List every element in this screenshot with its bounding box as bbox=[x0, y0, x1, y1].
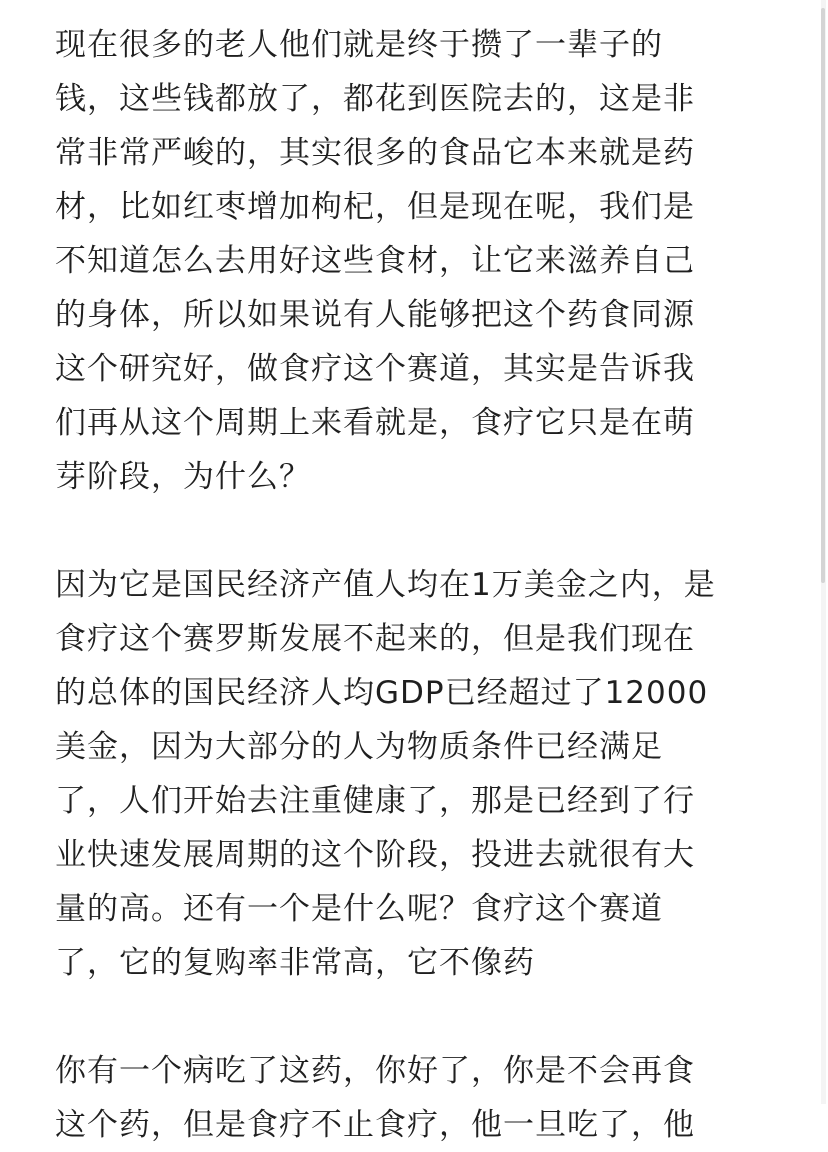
paragraph-2 bbox=[55, 558, 771, 990]
text-line: 了，它的复购率非常高，它不像药 bbox=[55, 945, 535, 981]
text-line: 常非常严峻的，其实很多的食品它本来就是药 bbox=[55, 135, 695, 171]
text-line: 这个研究好，做食疗这个赛道，其实是告诉我 bbox=[55, 351, 695, 387]
text-line: 你有一个病吃了这药，你好了，你是不会再食 bbox=[55, 1053, 695, 1089]
text-line: 的总体的国民经济人均GDP已经超过了12000 bbox=[55, 675, 709, 711]
text-line: 们再从这个周期上来看就是，食疗它只是在萌 bbox=[55, 405, 695, 441]
scrollbar-thumb[interactable] bbox=[821, 8, 825, 583]
paragraph-gap bbox=[55, 990, 771, 1044]
text-line: 量的高。还有一个是什么呢？食疗这个赛道 bbox=[55, 891, 663, 927]
article-body bbox=[55, 18, 771, 1152]
paragraph-gap bbox=[55, 504, 771, 558]
text-line: 这个药，但是食疗不止食疗，他一旦吃了，他 bbox=[55, 1107, 695, 1143]
text-line: 钱，这些钱都放了，都花到医院去的，这是非 bbox=[55, 81, 695, 117]
text-line: 的身体，所以如果说有人能够把这个药食同源 bbox=[55, 297, 695, 333]
text-line: 芽阶段，为什么？ bbox=[55, 459, 311, 495]
text-line: 材，比如红枣增加枸杞，但是现在呢，我们是 bbox=[55, 189, 695, 225]
paragraph-3 bbox=[55, 1044, 771, 1152]
text-line: 了，人们开始去注重健康了，那是已经到了行 bbox=[55, 783, 695, 819]
text-line: 现在很多的老人他们就是终于攒了一辈子的 bbox=[55, 27, 663, 63]
text-line: 不知道怎么去用好这些食材，让它来滋养自己 bbox=[55, 243, 695, 279]
paragraph-1 bbox=[55, 18, 771, 504]
text-line: 美金，因为大部分的人为物质条件已经满足 bbox=[55, 729, 663, 765]
vertical-scrollbar[interactable] bbox=[821, 0, 826, 1104]
text-line: 因为它是国民经济产值人均在1万美金之内，是 bbox=[55, 567, 716, 603]
text-line: 食疗这个赛罗斯发展不起来的，但是我们现在 bbox=[55, 621, 695, 657]
text-line: 业快速发展周期的这个阶段，投进去就很有大 bbox=[55, 837, 695, 873]
